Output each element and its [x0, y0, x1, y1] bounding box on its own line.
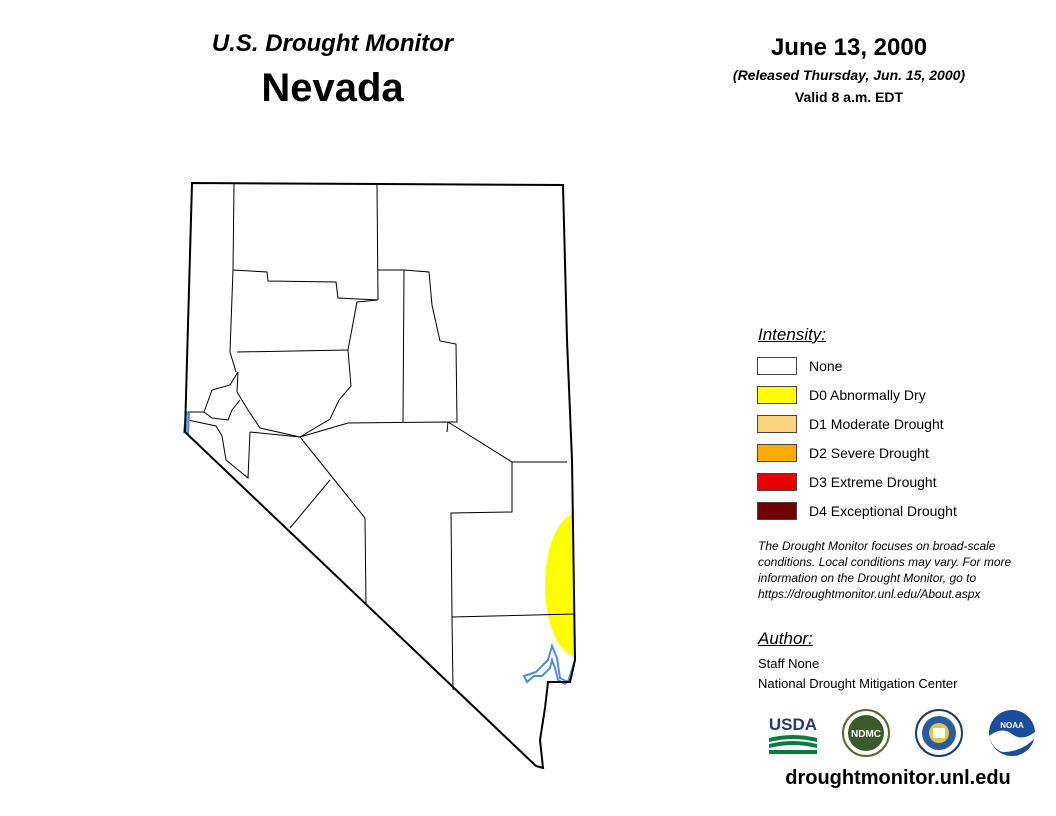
legend-swatch	[757, 502, 797, 520]
map-date: June 13, 2000	[770, 34, 928, 61]
legend-swatch	[757, 415, 797, 433]
disclaimer-text: The Drought Monitor focuses on broad-scale conditions. Local conditions may vary. For more information on the Drought Monitor, go to https://droughtmonitor.unl.edu/About.aspx	[758, 539, 1012, 601]
legend-swatch	[757, 473, 797, 491]
legend-swatch	[757, 386, 797, 404]
valid-line: Valid 8 a.m. EDT	[794, 89, 904, 105]
ndmc-logo	[838, 708, 894, 758]
state-name: Nevada	[261, 66, 404, 110]
ndmc-logo-text: NDMC	[851, 729, 881, 740]
legend-item-d4	[757, 500, 957, 522]
water-features	[184, 412, 575, 684]
brand-title: U.S. Drought Monitor	[211, 30, 454, 57]
legend-item-d0	[757, 384, 926, 406]
author-name: Staff None	[758, 656, 820, 671]
author-organization: National Drought Mitigation Center	[758, 676, 958, 691]
legend-title: Intensity:	[758, 325, 827, 344]
legend-item-d1	[757, 413, 944, 435]
legend-label: D3 Extreme Drought	[809, 474, 937, 490]
legend-label: D0 Abnormally Dry	[809, 387, 926, 403]
legend-item-none	[757, 355, 842, 377]
legend-swatch	[757, 357, 797, 375]
legend-label: D4 Exceptional Drought	[809, 503, 957, 519]
legend-swatch	[757, 444, 797, 462]
usda-logo	[765, 708, 821, 758]
county-lines	[188, 184, 575, 690]
release-line: (Released Thursday, Jun. 15, 2000)	[732, 67, 966, 83]
legend-item-d3	[757, 471, 937, 493]
footer-url-link[interactable]: droughtmonitor.unl.edu	[785, 767, 1011, 789]
legend-label: D1 Moderate Drought	[809, 416, 944, 432]
legend-label: None	[809, 358, 843, 374]
drought-d0-area	[545, 513, 611, 657]
usda-logo-text: USDA	[768, 715, 818, 734]
legend-item-d2	[757, 442, 929, 464]
author-title: Author:	[758, 629, 813, 648]
noaa-logo	[984, 708, 1040, 758]
commerce-seal-logo	[911, 708, 967, 758]
legend-label: D2 Severe Drought	[809, 445, 929, 461]
noaa-logo-text: NOAA	[1000, 721, 1024, 730]
